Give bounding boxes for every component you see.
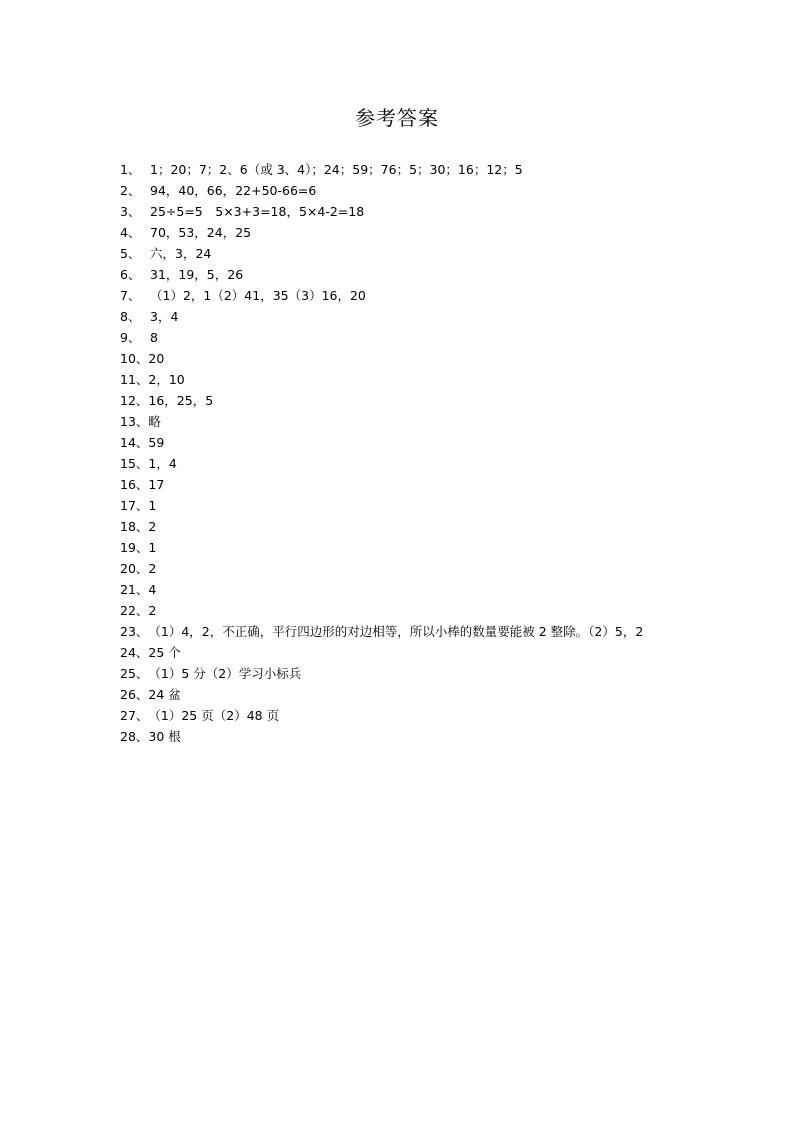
answer-item: [120, 306, 760, 327]
answer-text: 2，10: [148, 372, 185, 387]
answer-text: 1: [148, 540, 157, 555]
answer-text: 3，4: [150, 309, 179, 324]
answer-item: [120, 390, 760, 411]
answer-number: 11、: [120, 372, 149, 387]
answer-number: 25、: [120, 666, 149, 681]
answer-item: [120, 663, 760, 684]
answer-item: [120, 684, 760, 705]
answer-text: 24 盆: [148, 687, 181, 702]
answer-item: [120, 579, 760, 600]
answer-text: 2: [148, 603, 157, 618]
answer-item: [120, 285, 760, 306]
answer-text: 20: [148, 351, 165, 366]
answer-item: [120, 159, 760, 180]
answer-item: [120, 243, 760, 264]
answer-text: （1）4，2，不正确，平行四边形的对边相等，所以小棒的数量要能被 2 整除。（2）5，2: [148, 624, 644, 639]
page-title: 参考答案: [355, 106, 439, 130]
answer-item: [120, 705, 760, 726]
answer-number: 24、: [120, 645, 149, 660]
answer-number: 7、: [120, 288, 141, 303]
answer-text: 1，4: [148, 456, 177, 471]
answer-item: [120, 264, 760, 285]
answer-number: 27、: [120, 708, 149, 723]
answer-number: 14、: [120, 435, 149, 450]
answer-item: [120, 621, 760, 642]
answer-text: 略: [148, 414, 161, 429]
answer-text: 六，3，24: [150, 246, 212, 261]
answer-item: [120, 327, 760, 348]
answer-number: 9、: [120, 330, 141, 345]
answer-number: 10、: [120, 351, 149, 366]
answer-number: 23、: [120, 624, 149, 639]
answer-text: （1）5 分（2）学习小标兵: [148, 666, 302, 681]
answer-item: [120, 726, 760, 747]
answer-number: 17、: [120, 498, 149, 513]
answer-number: 12、: [120, 393, 149, 408]
answer-number: 22、: [120, 603, 149, 618]
answer-item: [120, 180, 760, 201]
answer-text: 31，19，5，26: [150, 267, 244, 282]
answer-number: 3、: [120, 204, 141, 219]
answer-text: （1）2，1（2）41，35（3）16，20: [150, 288, 366, 303]
answer-text: 30 根: [148, 729, 181, 744]
answer-number: 8、: [120, 309, 141, 324]
answer-number: 4、: [120, 225, 141, 240]
answer-number: 1、: [120, 162, 141, 177]
answer-number: 2、: [120, 183, 141, 198]
answer-text: （1）25 页（2）48 页: [148, 708, 280, 723]
answer-text: 70，53，24，25: [150, 225, 252, 240]
answer-text: 59: [148, 435, 165, 450]
answer-item: [120, 474, 760, 495]
answer-number: 13、: [120, 414, 149, 429]
answer-text: 2: [148, 519, 157, 534]
answer-text: 17: [148, 477, 165, 492]
answer-number: 20、: [120, 561, 149, 576]
answer-text: 94，40，66，22+50-66=6: [150, 183, 317, 198]
answer-item: [120, 642, 760, 663]
answer-item: [120, 453, 760, 474]
answer-number: 6、: [120, 267, 141, 282]
answer-text: 1: [148, 498, 157, 513]
answer-item: [120, 516, 760, 537]
answer-item: [120, 495, 760, 516]
answer-text: 2: [148, 561, 157, 576]
answer-item: [120, 537, 760, 558]
answer-item: [120, 222, 760, 243]
answer-number: 15、: [120, 456, 149, 471]
answer-item: [120, 600, 760, 621]
answer-item: [120, 348, 760, 369]
answer-item: [120, 411, 760, 432]
answer-number: 26、: [120, 687, 149, 702]
answer-number: 19、: [120, 540, 149, 555]
answer-text: 4: [148, 582, 157, 597]
answer-number: 21、: [120, 582, 149, 597]
answer-text: 1；20；7；2、6（或 3、4）；24；59；76；5；30；16；12；5: [150, 162, 523, 177]
answer-text: 25÷5=5 5×3+3=18，5×4-2=18: [150, 204, 365, 219]
answer-item: [120, 369, 760, 390]
answer-number: 16、: [120, 477, 149, 492]
answer-item: [120, 432, 760, 453]
answer-number: 18、: [120, 519, 149, 534]
answer-list: [120, 159, 760, 747]
answer-number: 5、: [120, 246, 141, 261]
answer-item: [120, 558, 760, 579]
answer-item: [120, 201, 760, 222]
answer-text: 25 个: [148, 645, 181, 660]
answer-number: 28、: [120, 729, 149, 744]
answer-text: 8: [150, 330, 158, 345]
answer-text: 16，25，5: [148, 393, 214, 408]
